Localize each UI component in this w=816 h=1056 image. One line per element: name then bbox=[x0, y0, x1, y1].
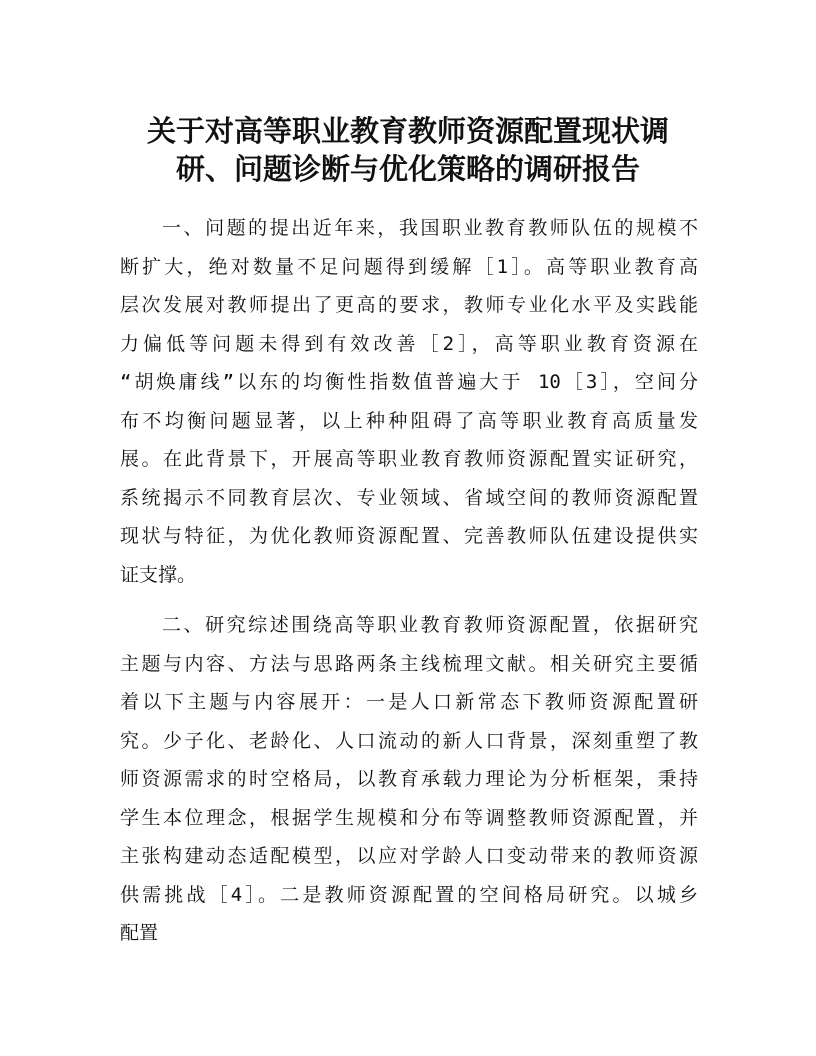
text-line: 配置 bbox=[120, 922, 159, 944]
text-line: 系统揭示不同教育层次、专业领域、省域空间的教师资源配置 bbox=[120, 486, 698, 509]
text-line: 布不均衡问题显著，以上种种阻碍了高等职业教育高质量发 bbox=[120, 409, 698, 432]
text-line: 学生本位理念，根据学生规模和分布等调整教师资源配置，并 bbox=[120, 806, 698, 829]
text-line: “胡焕庸线”以东的均衡性指数值普遍大于 10［3］，空间分 bbox=[120, 371, 698, 393]
document-title bbox=[100, 112, 716, 188]
text-line: 层次发展对教师提出了更高的要求，教师专业化水平及实践能 bbox=[120, 294, 698, 316]
paragraph-literature-review bbox=[120, 606, 698, 953]
text-line: 主题与内容、方法与思路两条主线梳理文献。相关研究主要循 bbox=[120, 652, 698, 675]
title-line: 研、问题诊断与优化策略的调研报告 bbox=[175, 152, 640, 186]
text-line: 着以下主题与内容展开：一是人口新常态下教师资源配置研 bbox=[120, 691, 698, 713]
text-line: 一、问题的提出近年来，我国职业教育教师队伍的规模不 bbox=[162, 217, 698, 239]
text-line: 证支撑。 bbox=[120, 563, 197, 586]
text-line: 现状与特征，为优化教师资源配置、完善教师队伍建设提供实 bbox=[120, 525, 698, 547]
text-line: 力偏低等问题未得到有效改善［2］，高等职业教育资源在 bbox=[120, 332, 698, 355]
text-line: 供需挑战［4］。二是教师资源配置的空间格局研究。以城乡 bbox=[120, 883, 698, 906]
paragraph-problem-statement bbox=[120, 209, 698, 594]
text-line: 主张构建动态适配模型，以应对学龄人口变动带来的教师资源 bbox=[120, 845, 698, 867]
text-line: 展。在此背景下，开展高等职业教育教师资源配置实证研究， bbox=[120, 448, 698, 470]
text-line: 师资源需求的时空格局，以教育承载力理论为分析框架，秉持 bbox=[120, 768, 698, 790]
text-line: 究。少子化、老龄化、人口流动的新人口背景，深刻重塑了教 bbox=[120, 729, 698, 752]
text-line: 二、研究综述围绕高等职业教育教师资源配置，依据研究 bbox=[162, 614, 698, 636]
text-line: 断扩大，绝对数量不足问题得到缓解［1］。高等职业教育高 bbox=[120, 255, 698, 278]
title-line: 关于对高等职业教育教师资源配置现状调 bbox=[146, 114, 669, 148]
